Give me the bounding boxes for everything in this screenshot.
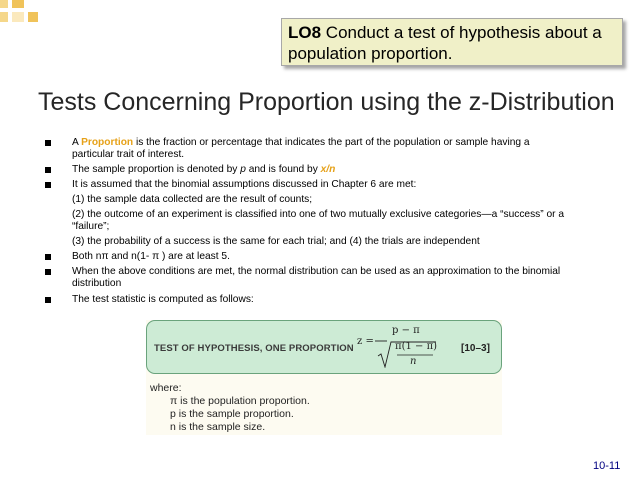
lo-text: Conduct a test of hypothesis about a population proportion. <box>288 23 602 63</box>
bullet-sample-proportion: The sample proportion is denoted by p and is found by x/n <box>45 164 565 176</box>
bullet-binomial-assumptions: It is assumed that the binomial assumptions discussed in Chapter 6 are met: <box>45 179 565 191</box>
assumption-3-4: (3) the probability of a success is the same for each trial; and (4) the trials are independent <box>72 236 480 247</box>
formula-numerator: p − π <box>392 325 420 336</box>
definition-n: n is the sample size. <box>170 421 266 433</box>
bullet-square-icon <box>45 254 51 260</box>
definition-pi: π is the population proportion. <box>170 395 310 407</box>
radicand-denominator: n <box>410 356 417 367</box>
proportion-term: Proportion <box>81 137 134 148</box>
bullet-test-statistic: The test statistic is computed as follows: <box>45 294 565 306</box>
slide-number: 10-11 <box>593 460 621 472</box>
bullet-square-icon <box>45 140 51 146</box>
radicand-numerator: π(1 − π) <box>395 341 438 352</box>
bullet-list <box>45 137 565 309</box>
bullet-square-icon <box>45 167 51 173</box>
assumption-1: (1) the sample data collected are the result of counts; <box>72 194 313 205</box>
z-equals: z = <box>357 336 374 347</box>
bullet-normal-approximation: When the above conditions are met, the normal distribution can be used as an approximation to the binomial distribution <box>45 266 565 290</box>
bullet-square-icon <box>45 297 51 303</box>
bullet-np-condition: Both nπ and n(1- π ) are at least 5. <box>45 251 565 263</box>
bullet-square-icon <box>45 269 51 275</box>
learning-objective-box <box>281 18 623 66</box>
x-over-n-term: x/n <box>320 164 336 175</box>
formula-reference: [10–3] <box>461 343 490 354</box>
assumption-2: (2) the outcome of an experiment is classified into one of two mutually exclusive categories—a “success” or a “failure”; <box>72 209 565 232</box>
bullet-proportion: A Proportion is the fraction or percentage that indicates the part of the population or sample having a particular trait of interest. <box>45 137 565 161</box>
slide-title: Tests Concerning Proportion using the z-Distribution <box>38 88 615 116</box>
where-heading: where: <box>150 382 182 394</box>
definition-p: p is the sample proportion. <box>170 408 294 420</box>
formula-figure <box>146 320 502 435</box>
formula-box <box>146 320 502 374</box>
formula-label: TEST OF HYPOTHESIS, ONE PROPORTION <box>154 343 354 354</box>
bullet-square-icon <box>45 182 51 188</box>
where-definitions <box>150 382 310 434</box>
lo-code: LO8 <box>288 23 322 42</box>
